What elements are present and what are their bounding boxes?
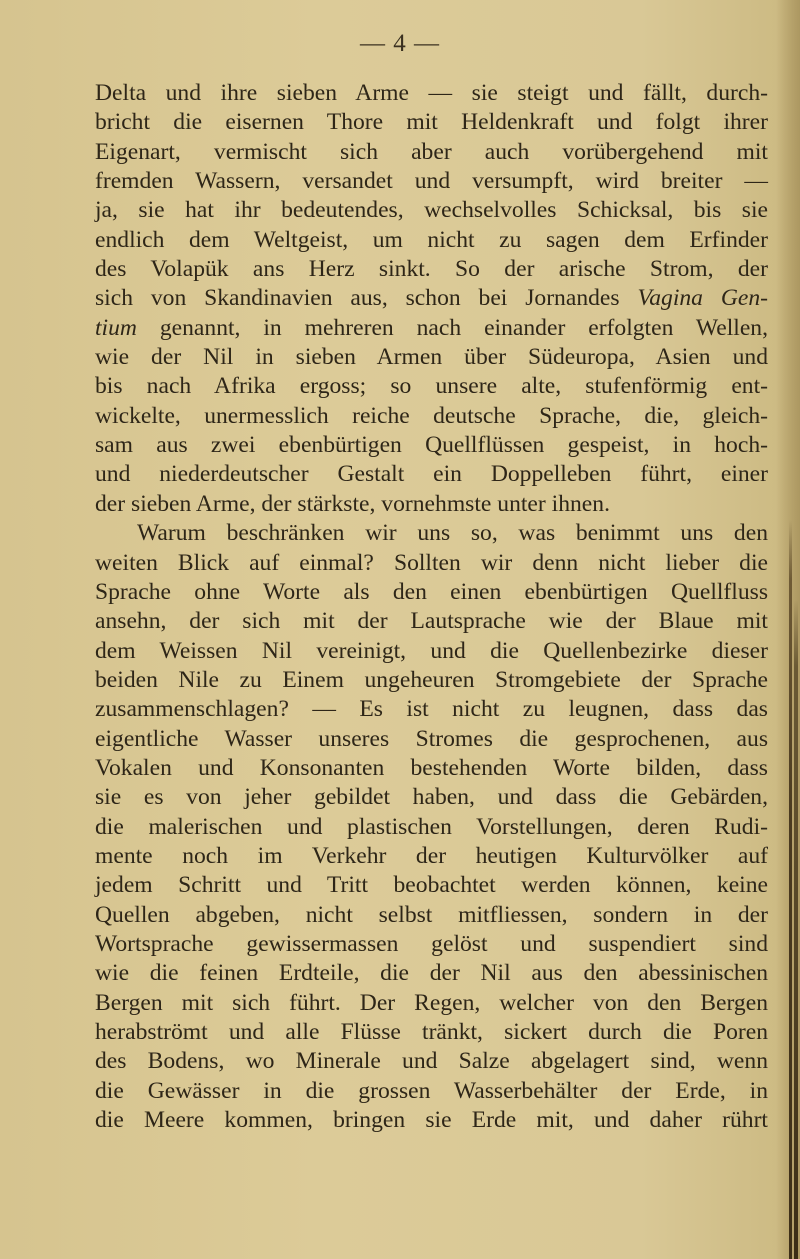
text-segment: die Gewässer in die grossen Wasserbehälter der Erde, in: [95, 1077, 768, 1104]
text-segment: des Bodens, wo Minerale und Salze abgelagert sind, wenn: [95, 1048, 768, 1075]
text-segment: herabströmt und alle Flüsse tränkt, sickert durch die Poren: [95, 1019, 768, 1045]
text-line: [95, 695, 768, 724]
text-line: [95, 79, 768, 108]
text-segment: des Volapük ans Herz sinkt. So der arische Strom, der: [95, 256, 768, 283]
text-line: [95, 901, 768, 930]
text-segment: wie die feinen Erdteile, die der Nil aus den abessinischen: [95, 960, 768, 987]
page-number: — 4 —: [360, 30, 440, 57]
text-line: [95, 196, 768, 225]
text-line: [95, 284, 768, 313]
text-segment: Quellen abgeben, nicht selbst mitfliessen, sondern in der: [95, 901, 768, 928]
text-segment: jedem Schritt und Tritt beobachtet werden können, keine: [95, 872, 768, 899]
text-segment: der sieben Arme, der stärkste, vornehmste unter ihnen.: [95, 490, 610, 517]
text-segment: Wortsprache gewissermassen gelöst und suspendiert sind: [95, 930, 768, 957]
body-text: [95, 79, 768, 1135]
text-line: [95, 1077, 768, 1106]
text-line: [95, 930, 768, 959]
text-segment: fremden Wassern, versandet und versumpft, wird breiter —: [95, 168, 768, 195]
binding-edge-line: [789, 520, 792, 1259]
text-line: [95, 1018, 768, 1047]
text-line: [95, 813, 768, 842]
text-line: [95, 725, 768, 754]
text-line: [95, 842, 768, 871]
text-line: [95, 637, 768, 666]
text-segment: die Meere kommen, bringen sie Erde mit, und daher rührt: [95, 1107, 768, 1134]
text-segment: weiten Blick auf einmal? Sollten wir denn nicht lieber die: [95, 549, 768, 576]
text-segment: Vokalen und Konsonanten bestehenden Worte bilden, dass: [95, 754, 768, 781]
text-line: [95, 402, 768, 431]
text-line: [95, 783, 768, 812]
text-line: [95, 1106, 768, 1135]
text-line: [95, 989, 768, 1018]
text-line: [95, 959, 768, 988]
text-segment: sam aus zwei ebenbürtigen Quellflüssen gespeist, in hoch-: [95, 432, 768, 459]
text-segment: sich von Skandinavien aus, schon bei Jornandes: [95, 285, 638, 312]
text-segment: die malerischen und plastischen Vorstellungen, deren Rudi-: [95, 813, 768, 840]
text-line: [95, 578, 768, 607]
text-segment: wickelte, unermesslich reiche deutsche Sprache, die, gleich-: [95, 402, 768, 429]
text-line: [95, 549, 768, 578]
text-line: [95, 871, 768, 900]
text-line: [95, 167, 768, 196]
text-segment: Delta und ihre sieben Arme — sie steigt und fällt, durch-: [95, 80, 768, 106]
text-line: [95, 607, 768, 636]
text-segment: genannt, in mehreren nach einander erfolgten Wellen,: [136, 314, 768, 341]
text-segment: zusammenschlagen? — Es ist nicht zu leugnen, dass das: [95, 696, 768, 723]
text-line: [95, 460, 768, 489]
text-segment: beiden Nile zu Einem ungeheuren Stromgebiete der Sprache: [95, 666, 768, 693]
text-segment: wie der Nil in sieben Armen über Südeuropa, Asien und: [95, 344, 768, 371]
text-line: [95, 255, 768, 284]
text-segment: ansehn, der sich mit der Lautsprache wie der Blaue mit: [95, 608, 768, 635]
text-line: [95, 490, 768, 519]
text-segment: und niederdeutscher Gestalt ein Doppelleben führt, einer: [95, 461, 768, 488]
text-segment: bis nach Afrika ergoss; so unsere alte, stufenförmig ent-: [95, 373, 768, 400]
text-segment: sie es von jeher gebildet haben, und dass die Gebärden,: [95, 784, 768, 811]
text-line: [95, 431, 768, 460]
text-line: [95, 343, 768, 372]
text-segment: eigentliche Wasser unseres Stromes die gesprochenen, aus: [95, 725, 768, 752]
text-line: [95, 314, 768, 343]
text-line: [95, 108, 768, 137]
text-segment: Eigenart, vermischt sich aber auch vorübergehend mit: [95, 138, 768, 165]
text-line: [95, 372, 768, 401]
text-line: [95, 226, 768, 255]
italic-text-segment: Vagina Gen-: [637, 285, 769, 312]
text-segment: Sprache ohne Worte als den einen ebenbürtigen Quellfluss: [95, 578, 768, 605]
text-segment: Warum beschränken wir uns so, was benimmt uns den: [137, 520, 768, 547]
text-segment: endlich dem Weltgeist, um nicht zu sagen dem Erfinder: [95, 226, 768, 253]
text-segment: bricht die eisernen Thore mit Heldenkraft und folgt ihrer: [95, 109, 768, 136]
text-line: [95, 519, 768, 548]
text-line: [95, 1047, 768, 1076]
italic-text-segment: tium: [95, 314, 137, 341]
binding-edge-line-outer: [794, 600, 798, 1259]
text-segment: dem Weissen Nil vereinigt, und die Quellenbezirke dieser: [95, 637, 768, 664]
text-line: [95, 138, 768, 167]
text-line: [95, 754, 768, 783]
text-segment: Bergen mit sich führt. Der Regen, welcher von den Bergen: [95, 989, 768, 1016]
text-segment: mente noch im Verkehr der heutigen Kulturvölker auf: [95, 842, 768, 869]
text-segment: ja, sie hat ihr bedeutendes, wechselvolles Schicksal, bis sie: [95, 197, 768, 224]
text-line: [95, 666, 768, 695]
